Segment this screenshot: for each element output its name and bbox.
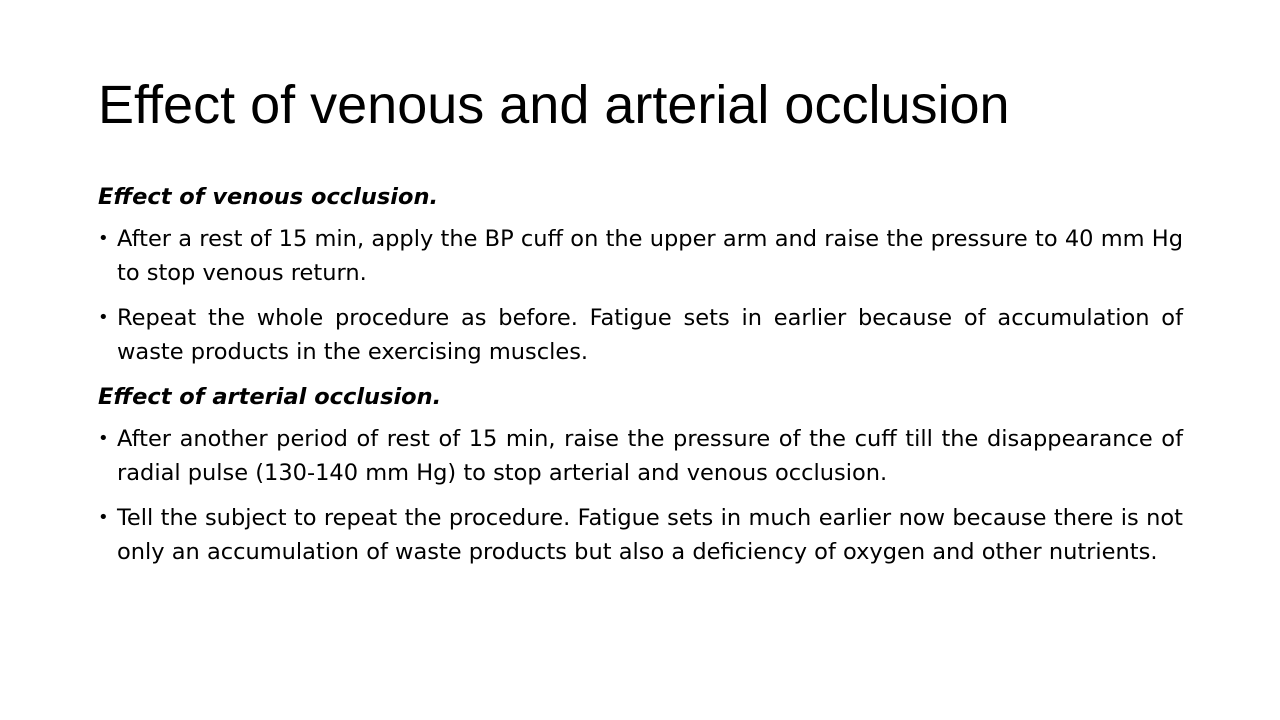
bullet-text: Repeat the whole procedure as before. Fatigue sets in earlier because of accumulation of waste products in the exercising muscles. [117, 305, 1183, 365]
bullet-icon: • [98, 428, 109, 449]
section-heading: Effect of arterial occlusion. [98, 384, 442, 410]
bullet-text: Tell the subject to repeat the procedure. Fatigue sets in much earlier now because there is not only an accumulation of waste products but also a deficiency of oxygen and other nutrients. [117, 505, 1183, 565]
bullet-list [98, 222, 1183, 369]
bullet-icon: • [98, 228, 109, 249]
bullet-item [98, 422, 1183, 490]
slide-body [98, 180, 1183, 580]
bullet-list [98, 422, 1183, 569]
bullet-icon: • [98, 307, 109, 328]
venous-occlusion-section [98, 180, 1183, 369]
bullet-icon: • [98, 507, 109, 528]
bullet-item [98, 501, 1183, 569]
bullet-text: After another period of rest of 15 min, raise the pressure of the cuff till the disappearance of radial pulse (130-140 mm Hg) to stop arterial and venous occlusion. [117, 426, 1183, 486]
slide-title: Effect of venous and arterial occlusion [98, 75, 1010, 135]
bullet-text: After a rest of 15 min, apply the BP cuff on the upper arm and raise the pressure to 40 mm Hg to stop venous return. [117, 226, 1183, 286]
arterial-occlusion-section [98, 380, 1183, 569]
section-heading: Effect of venous occlusion. [98, 184, 439, 210]
bullet-item [98, 222, 1183, 290]
bullet-item [98, 301, 1183, 369]
